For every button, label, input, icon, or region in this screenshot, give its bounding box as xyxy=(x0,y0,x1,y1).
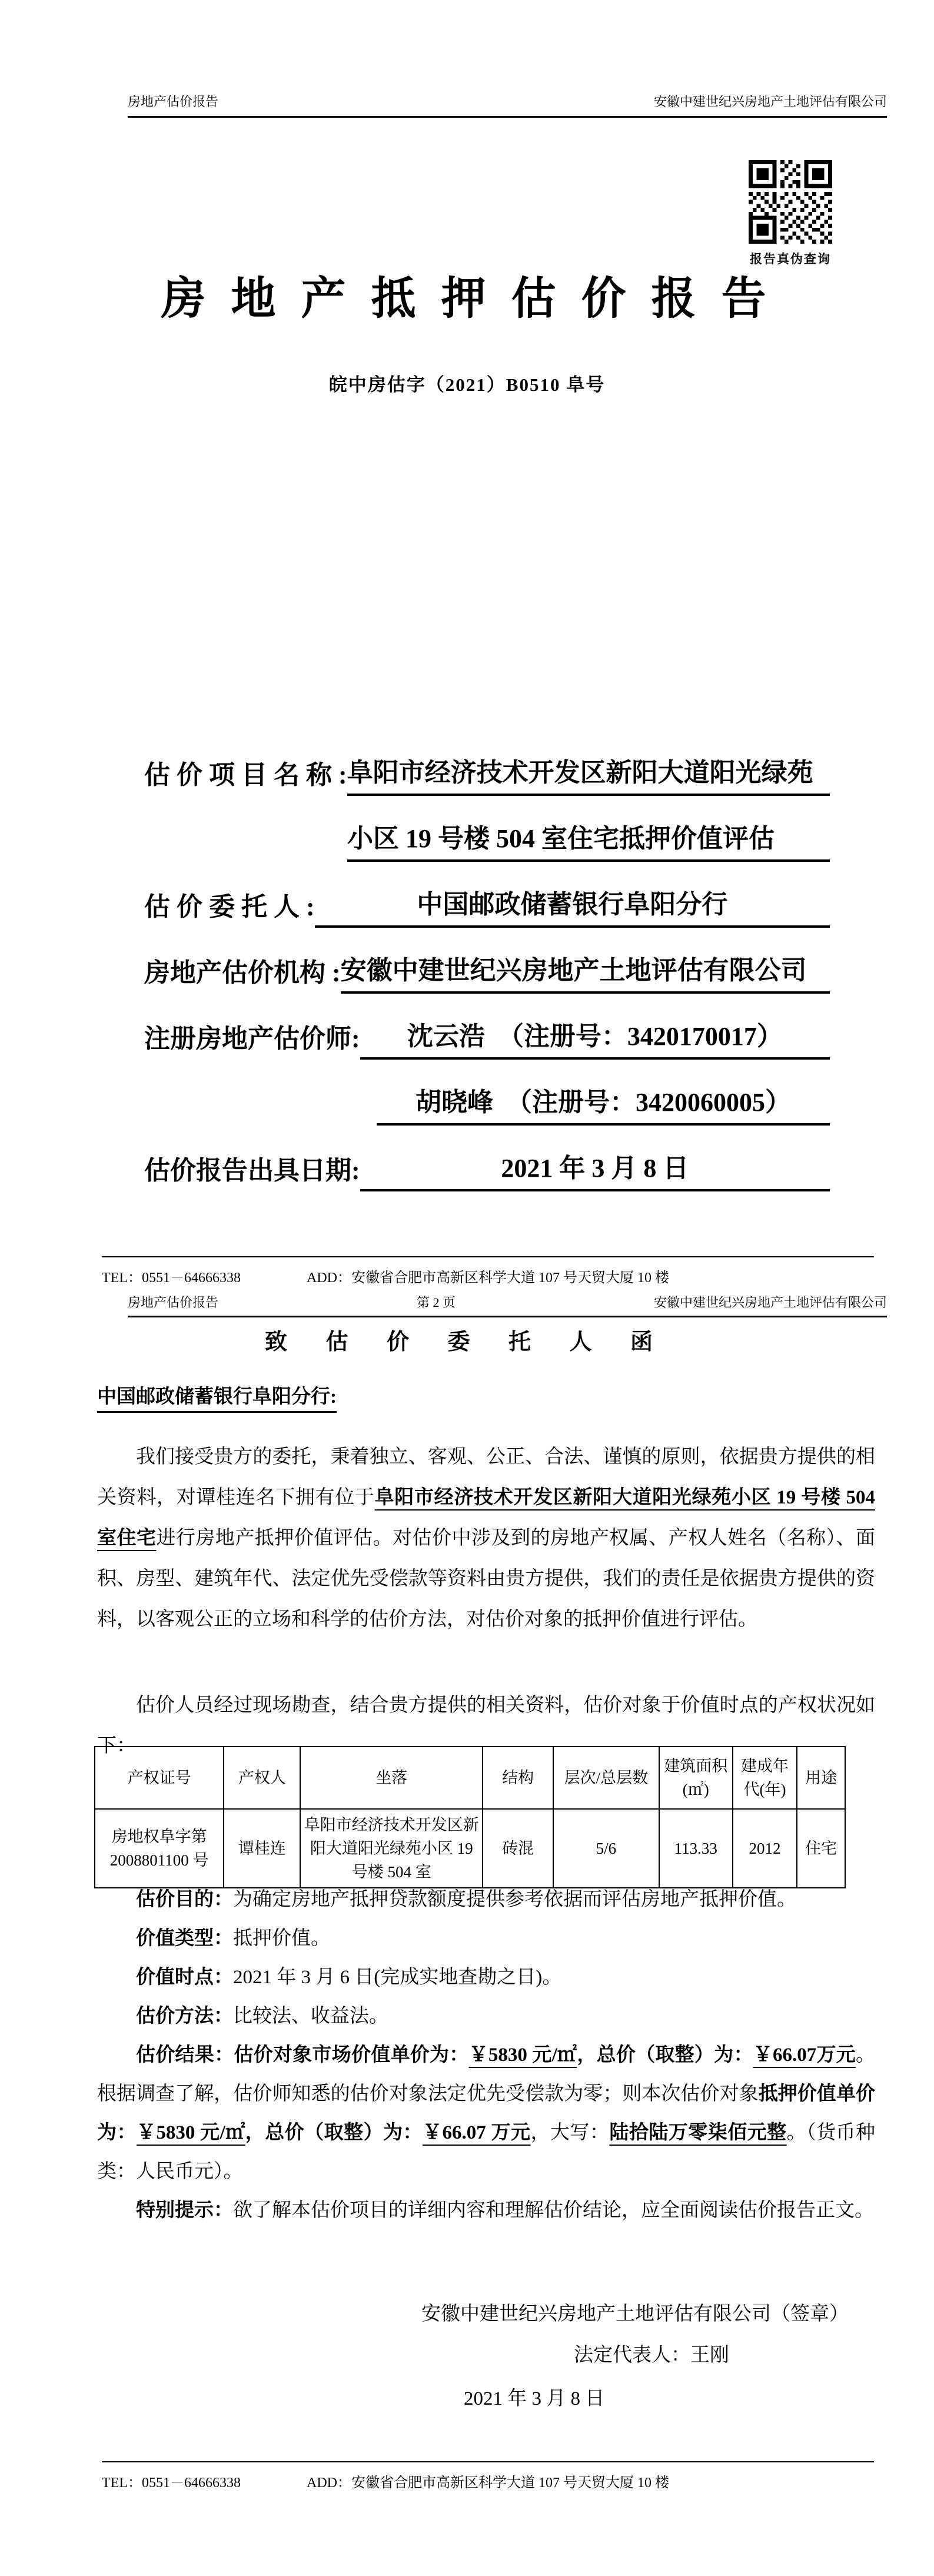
item-method: 估价方法：比较法、收益法。 xyxy=(136,2006,388,2027)
signature-company: 安徽中建世纪兴房地产土地评估有限公司（签章） xyxy=(421,2303,849,2325)
field-value: 小区 19 号楼 504 室住宅抵押价值评估 xyxy=(347,817,830,862)
field-value: 沈云浩 （注册号：3420170017） xyxy=(360,1015,830,1060)
item-value-date: 价值时点：2021 年 3 月 6 日(完成实地查勘之日)。 xyxy=(136,1967,562,1988)
cell-location: 阜阳市经济技术开发区新阳大道阳光绿苑小区 19 号楼 504 室 xyxy=(300,1809,483,1888)
col-year-built: 建成年代(年) xyxy=(733,1747,797,1809)
field-label: 估价报告出具日期: xyxy=(144,1156,360,1185)
col-floor: 层次/总层数 xyxy=(553,1747,659,1809)
cell-owner: 谭桂连 xyxy=(224,1809,300,1888)
doc-number: 皖中房估字（2021）B0510 阜号 xyxy=(328,374,606,395)
result-paragraph: 估价结果：估价对象市场价值单价为：￥5830 元/㎡，总价（取整）为：￥66.07万元。根据调查了解，估价师知悉的估价对象法定优先受偿款为零；则本次估价对象抵押价值单价为：￥5830 元/㎡，总价（取整）为：￥66.07 万元，大写：陆拾陆万零柒佰元整。（货币种类：人民币元）。 xyxy=(97,2044,876,2182)
cell-area: 113.33 xyxy=(659,1809,733,1888)
report-title: 房 地 产 抵 押 估 价 报 告 xyxy=(161,274,773,324)
field-row-appraiser-1 xyxy=(144,1015,830,1060)
col-use: 用途 xyxy=(797,1747,845,1809)
col-owner: 产权人 xyxy=(224,1747,300,1809)
tip-paragraph: 特别提示：欲了解本估价项目的详细内容和理解估价结论，应全面阅读估价报告正文。 xyxy=(136,2200,874,2221)
letter-paragraph-1: 我们接受贵方的委托，秉着独立、客观、公正、合法、谨慎的原则，依据贵方提供的相关资料，对谭桂连名下拥有位于阜阳市经济技术开发区新阳大道阳光绿苑小区 19 号楼 504 室住宅进行房地产抵押价值评估。对估价中涉及到的房地产权属、产权人姓名（名称）、面积、房型、建筑年代、法定优先受偿款等资料由贵方提供，我们的责任是依据贵方提供的资料，以客观公正的立场和科学的估价方法，对估价对象的抵押价值进行评估。 xyxy=(97,1446,876,1630)
ownership-table xyxy=(94,1746,846,1888)
page1-header-right: 安徽中建世纪兴房地产土地评估有限公司 xyxy=(653,94,887,109)
field-row-project-name-2 xyxy=(144,817,830,862)
cell-use: 住宅 xyxy=(797,1809,845,1888)
field-row-appraiser-2 xyxy=(144,1081,830,1126)
qr-caption: 报告真伪查询 xyxy=(750,252,831,266)
field-label: 注册房地产估价师: xyxy=(144,1024,360,1053)
col-location: 坐落 xyxy=(300,1747,483,1809)
page1-header-left: 房地产估价报告 xyxy=(128,94,219,109)
footer-tel: TEL：0551－64666338 xyxy=(102,1270,241,1286)
page2-footer xyxy=(102,2461,874,2491)
field-row-project-name xyxy=(144,751,830,796)
cell-structure: 砖混 xyxy=(483,1809,553,1888)
letter-paragraph-2: 估价人员经过现场勘查，结合贵方提供的相关资料，估价对象于价值时点的产权状况如下： xyxy=(97,1695,875,1757)
col-structure: 结构 xyxy=(483,1747,553,1809)
page2-header xyxy=(128,1293,887,1317)
qr-code xyxy=(749,160,832,244)
item-value-type: 价值类型：抵押价值。 xyxy=(136,1928,330,1949)
signature-date: 2021 年 3 月 8 日 xyxy=(464,2388,605,2409)
footer-address: ADD：安徽省合肥市高新区科学大道 107 号天贸大厦 10 楼 xyxy=(306,2475,669,2491)
table-row xyxy=(95,1809,845,1888)
qr-block xyxy=(749,160,832,267)
cover-fields xyxy=(144,751,830,1213)
appraisal-items xyxy=(97,1880,875,2230)
field-row-agency xyxy=(144,949,830,994)
col-certificate-no: 产权证号 xyxy=(95,1747,224,1809)
field-value: 胡晓峰 （注册号：3420060005） xyxy=(377,1081,830,1126)
field-value: 2021 年 3 月 8 日 xyxy=(360,1147,830,1191)
footer-address: ADD：安徽省合肥市高新区科学大道 107 号天贸大厦 10 楼 xyxy=(306,1270,669,1286)
field-label: 估 价 项 目 名 称 : xyxy=(144,761,347,789)
cell-floor: 5/6 xyxy=(553,1809,659,1888)
table-header-row xyxy=(95,1747,845,1809)
page2-header-right: 安徽中建世纪兴房地产土地评估有限公司 xyxy=(653,1295,887,1310)
field-label xyxy=(144,1121,377,1126)
letter-title: 致 估 价 委 托 人 函 xyxy=(264,1330,669,1355)
page2-header-left: 房地产估价报告 xyxy=(128,1295,219,1310)
page1-header xyxy=(128,92,887,118)
field-value: 安徽中建世纪兴房地产土地评估有限公司 xyxy=(341,949,830,994)
cell-certificate-no: 房地权阜字第 2008801100 号 xyxy=(95,1809,224,1888)
page1-footer xyxy=(102,1256,874,1286)
footer-tel: TEL：0551－64666338 xyxy=(102,2475,241,2491)
field-label xyxy=(144,857,347,862)
salutation: 中国邮政储蓄银行阜阳分行: xyxy=(97,1386,337,1407)
field-label: 估 价 委 托 人 : xyxy=(144,892,315,921)
signature-representative: 法定代表人：王刚 xyxy=(574,2345,729,2366)
field-row-report-date xyxy=(144,1147,830,1191)
cell-year-built: 2012 xyxy=(733,1809,797,1888)
page2-page-number: 第 2 页 xyxy=(416,1295,456,1310)
col-area: 建筑面积(㎡) xyxy=(659,1747,733,1809)
item-purpose: 估价目的：为确定房地产抵押贷款额度提供参考依据而评估房地产抵押价值。 xyxy=(136,1889,796,1910)
field-value: 阜阳市经济技术开发区新阳大道阳光绿苑 xyxy=(347,751,830,796)
field-label: 房地产估价机构 : xyxy=(144,958,341,987)
field-row-client xyxy=(144,883,830,928)
field-value: 中国邮政储蓄银行阜阳分行 xyxy=(315,883,830,928)
